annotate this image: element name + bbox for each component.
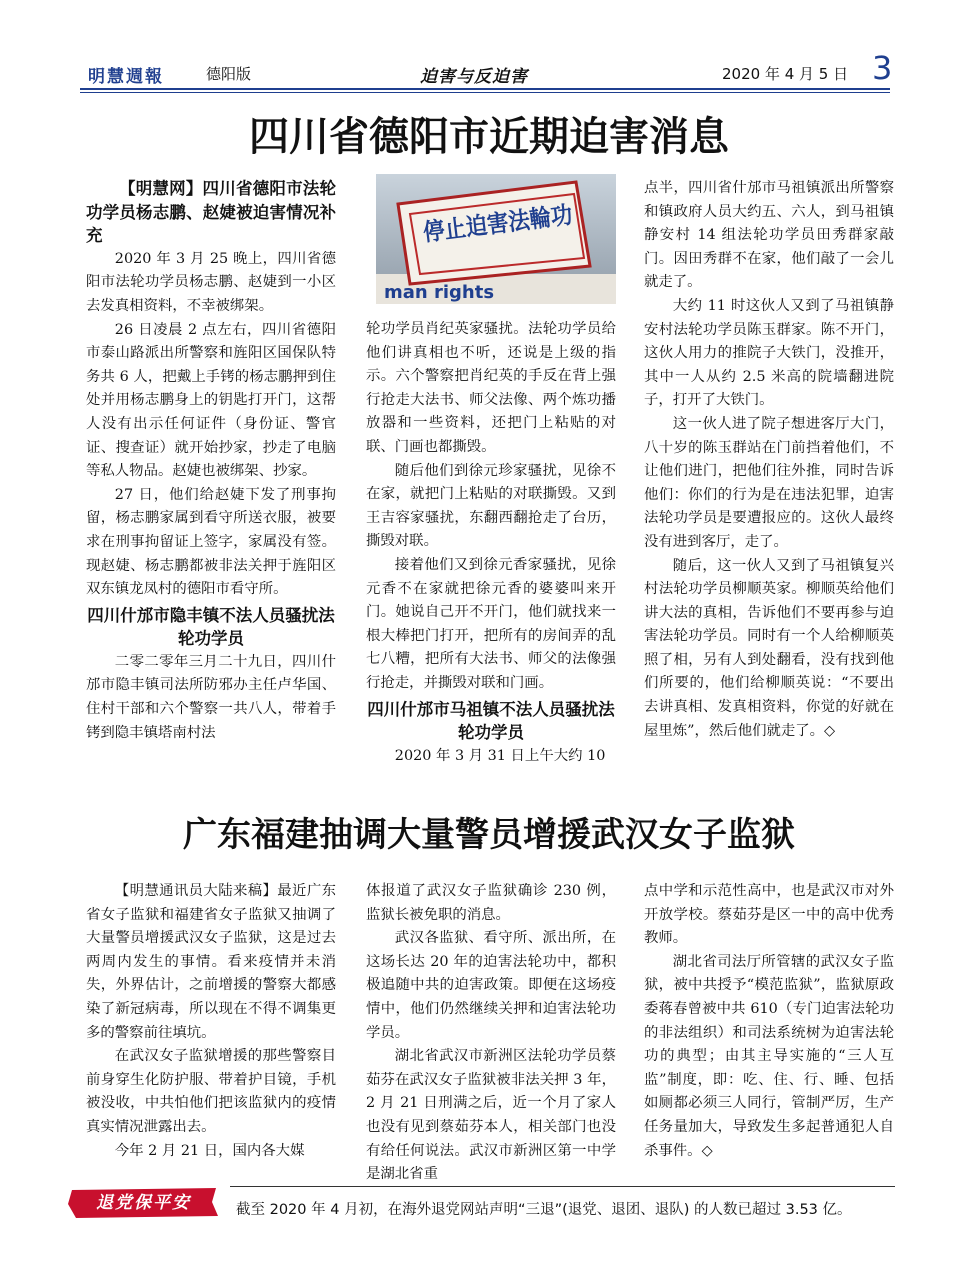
paragraph: 接着他们又到徐元香家骚扰，见徐元香不在家就把徐元香的婆婆叫来开门。她说自己开不开门，他们就找来一根大棒把门打开，把所有的房间弄的乱七八糟，把所有大法书、师父的法像强行抢走，并撕毁对联和门画。 — [366, 556, 616, 691]
paragraph: 【明慧通讯员大陆来稿】最近广东省女子监狱和福建省女子监狱又抽调了大量警员增援武汉女子监狱，这是过去两周内发生的事情。看来疫情并未消失，外界估计，之前增援的警察大都感染了新冠病毒，所以现在不得不调集更多的警察前往填坑。 — [86, 883, 336, 1041]
article1-column-1 — [86, 177, 336, 745]
paragraph: 点半，四川省什邡市马祖镇派出所警察和镇政府人员大约五、六人，到马祖镇静安村 14 组法轮功学员田秀群家敲门。因田秀群不在家，他们敲了一会儿就走了。 — [644, 180, 894, 291]
section-title: 迫害与反迫害 — [420, 67, 528, 87]
page-number: 3 — [872, 49, 893, 87]
edition-label: 德阳版 — [206, 65, 252, 83]
photo-sign-text: 停止迫害法輪功 — [421, 198, 592, 247]
issue-date: 2020 年 4 月 5 日 — [722, 65, 849, 83]
article1-column-2 — [366, 318, 616, 768]
paragraph: 2020 年 3 月 31 日上午大约 10 — [394, 747, 606, 764]
paragraph: 武汉各监狱、看守所、派出所，在这场长达 20 年的迫害法轮功中，都积极追随中共的迫害政策。即便在这场疫情中，他们仍然继续关押和迫害法轮功学员。 — [366, 930, 616, 1041]
subheading: 四川什邡市马祖镇不法人员骚扰法轮功学员 — [367, 699, 615, 743]
article1-lead: 【明慧网】四川省德阳市法轮功学员杨志鹏、赵婕被迫害情况补充 — [86, 179, 336, 246]
article1-column-3 — [644, 177, 894, 743]
paragraph: 大约 11 时这伙人又到了马祖镇静安村法轮功学员陈玉群家。陈不开门，这伙人用力的推院子大铁门，没推开，其中一人从约 2.5 米高的院墙翻进院子，打开了大铁门。 — [644, 297, 894, 409]
header-rule — [80, 88, 890, 90]
paragraph: 轮功学员肖纪英家骚扰。法轮功学员给他们讲真相也不听，还说是上级的指示。六个警察把肖纪英的手反在背上强行抢走大法书、师父法像、两个炼功播放器和一些资料，还把门上粘贴的对联、门画也都撕毁。 — [366, 321, 616, 455]
header-rule-thin — [80, 92, 890, 93]
article2-column-1 — [86, 880, 336, 1163]
paragraph: 这一伙人进了院子想进客厅大门，八十岁的陈玉群站在门前挡着他们，不让他们进门，把他们往外推，同时告诉他们：你们的行为是在违法犯罪，迫害法轮功学员是要遭报应的。这伙人最终没有进到客厅，走了。 — [644, 415, 894, 550]
footer-rule — [230, 1186, 895, 1187]
paragraph: 今年 2 月 21 日，国内各大媒 — [114, 1142, 305, 1159]
paragraph: 随后他们到徐元珍家骚扰，见徐不在家，就把门上粘贴的对联撕毁。又到王吉容家骚扰，东翻西翻抢走了台历，撕毁对联。 — [366, 462, 616, 550]
paragraph: 2020 年 3 月 25 晚上，四川省德阳市法轮功学员杨志鹏、赵婕到一小区去发真相资料，不幸被绑架。 — [86, 250, 336, 314]
photo-banner-text: man rights — [384, 282, 495, 303]
paragraph: 湖北省武汉市新洲区法轮功学员蔡茹芬在武汉女子监狱被非法关押 3 年，2 月 21 日刑满之后，近一个月了家人也没有见到蔡茹芬本人，相关部门也没有给任何说法。武汉市新洲区第一中学是湖北省重 — [366, 1048, 616, 1183]
article2-column-3 — [644, 880, 894, 1163]
paragraph: 26 日凌晨 2 点左右，四川省德阳市泰山路派出所警察和旌阳区国保队特务共 6 人，把戴上手铐的杨志鹏押到住处并用杨志鹏身上的钥匙打开门，这帮人没有出示任何证件（身份证、警官证、搜查证）就开始抄家，抄走了电脑等私人物品。赵婕也被绑架、抄家。 — [86, 321, 336, 480]
paragraph: 体报道了武汉女子监狱确诊 230 例，监狱长被免职的消息。 — [366, 883, 616, 923]
paragraph: 随后，这一伙人又到了马祖镇复兴村法轮功学员柳顺英家。柳顺英给他们讲大法的真相，告诉他们不要再参与迫害法轮功学员。同时有一个人给柳顺英照了相，另有人到处翻看，没有找到他们所要的，他们给柳顺英说：“不要出去讲真相、发真相资料，你觉的好就在屋里炼”，然后他们就走了。◇ — [644, 557, 894, 739]
protest-photo-image — [376, 174, 616, 304]
article2-column-2 — [366, 880, 616, 1187]
article1-title: 四川省德阳市近期迫害消息 — [249, 114, 729, 160]
protest-photo — [376, 174, 616, 304]
subheading: 四川什邡市隐丰镇不法人员骚扰法轮功学员 — [87, 605, 335, 649]
paragraph: 点中学和示范性高中，也是武汉市对外开放学校。蔡茹芬是区一中的高中优秀教师。 — [644, 883, 894, 947]
paragraph: 在武汉女子监狱增援的那些警察目前身穿生化防护服、带着护目镜，手机被没收，中共怕他们把该监狱内的疫情真实情况泄露出去。 — [86, 1048, 336, 1135]
footer-notice: 截至 2020 年 4 月初，在海外退党网站声明“三退”(退党、退团、退队) 的人数已超过 3.53 亿。 — [236, 1202, 852, 1218]
paragraph: 27 日，他们给赵婕下发了刑事拘留，杨志鹏家属到看守所送衣服，被要求在刑事拘留证上签字，家属没有签。现赵婕、杨志鹏都被非法关押于旌阳区双东镇龙凤村的德阳市看守所。 — [86, 486, 336, 598]
paragraph: 湖北省司法厅所管辖的武汉女子监狱，被中共授予“模范监狱”，监狱原政委蒋春曾被中共 610（专门迫害法轮功的非法组织）和司法系统树为迫害法轮功的典型；由其主导实施的“三人互监”制度，即：吃、住、行、睡、包括如厕都必须三人同行，管制严厉，生产任务量加大，导致发生多起普通犯人自杀事件。◇ — [644, 953, 894, 1159]
paragraph: 二零二零年三月二十九日，四川什邡市隐丰镇司法所防邪办主任卢华国、住村干部和六个警察一共八人，带着手铐到隐丰镇塔南村法 — [86, 653, 336, 741]
footer-tag-label: 退党保平安 — [96, 1193, 191, 1213]
article2-title: 广东福建抽调大量警员增援武汉女子监狱 — [183, 815, 795, 855]
masthead: 明慧週報 — [88, 67, 164, 87]
